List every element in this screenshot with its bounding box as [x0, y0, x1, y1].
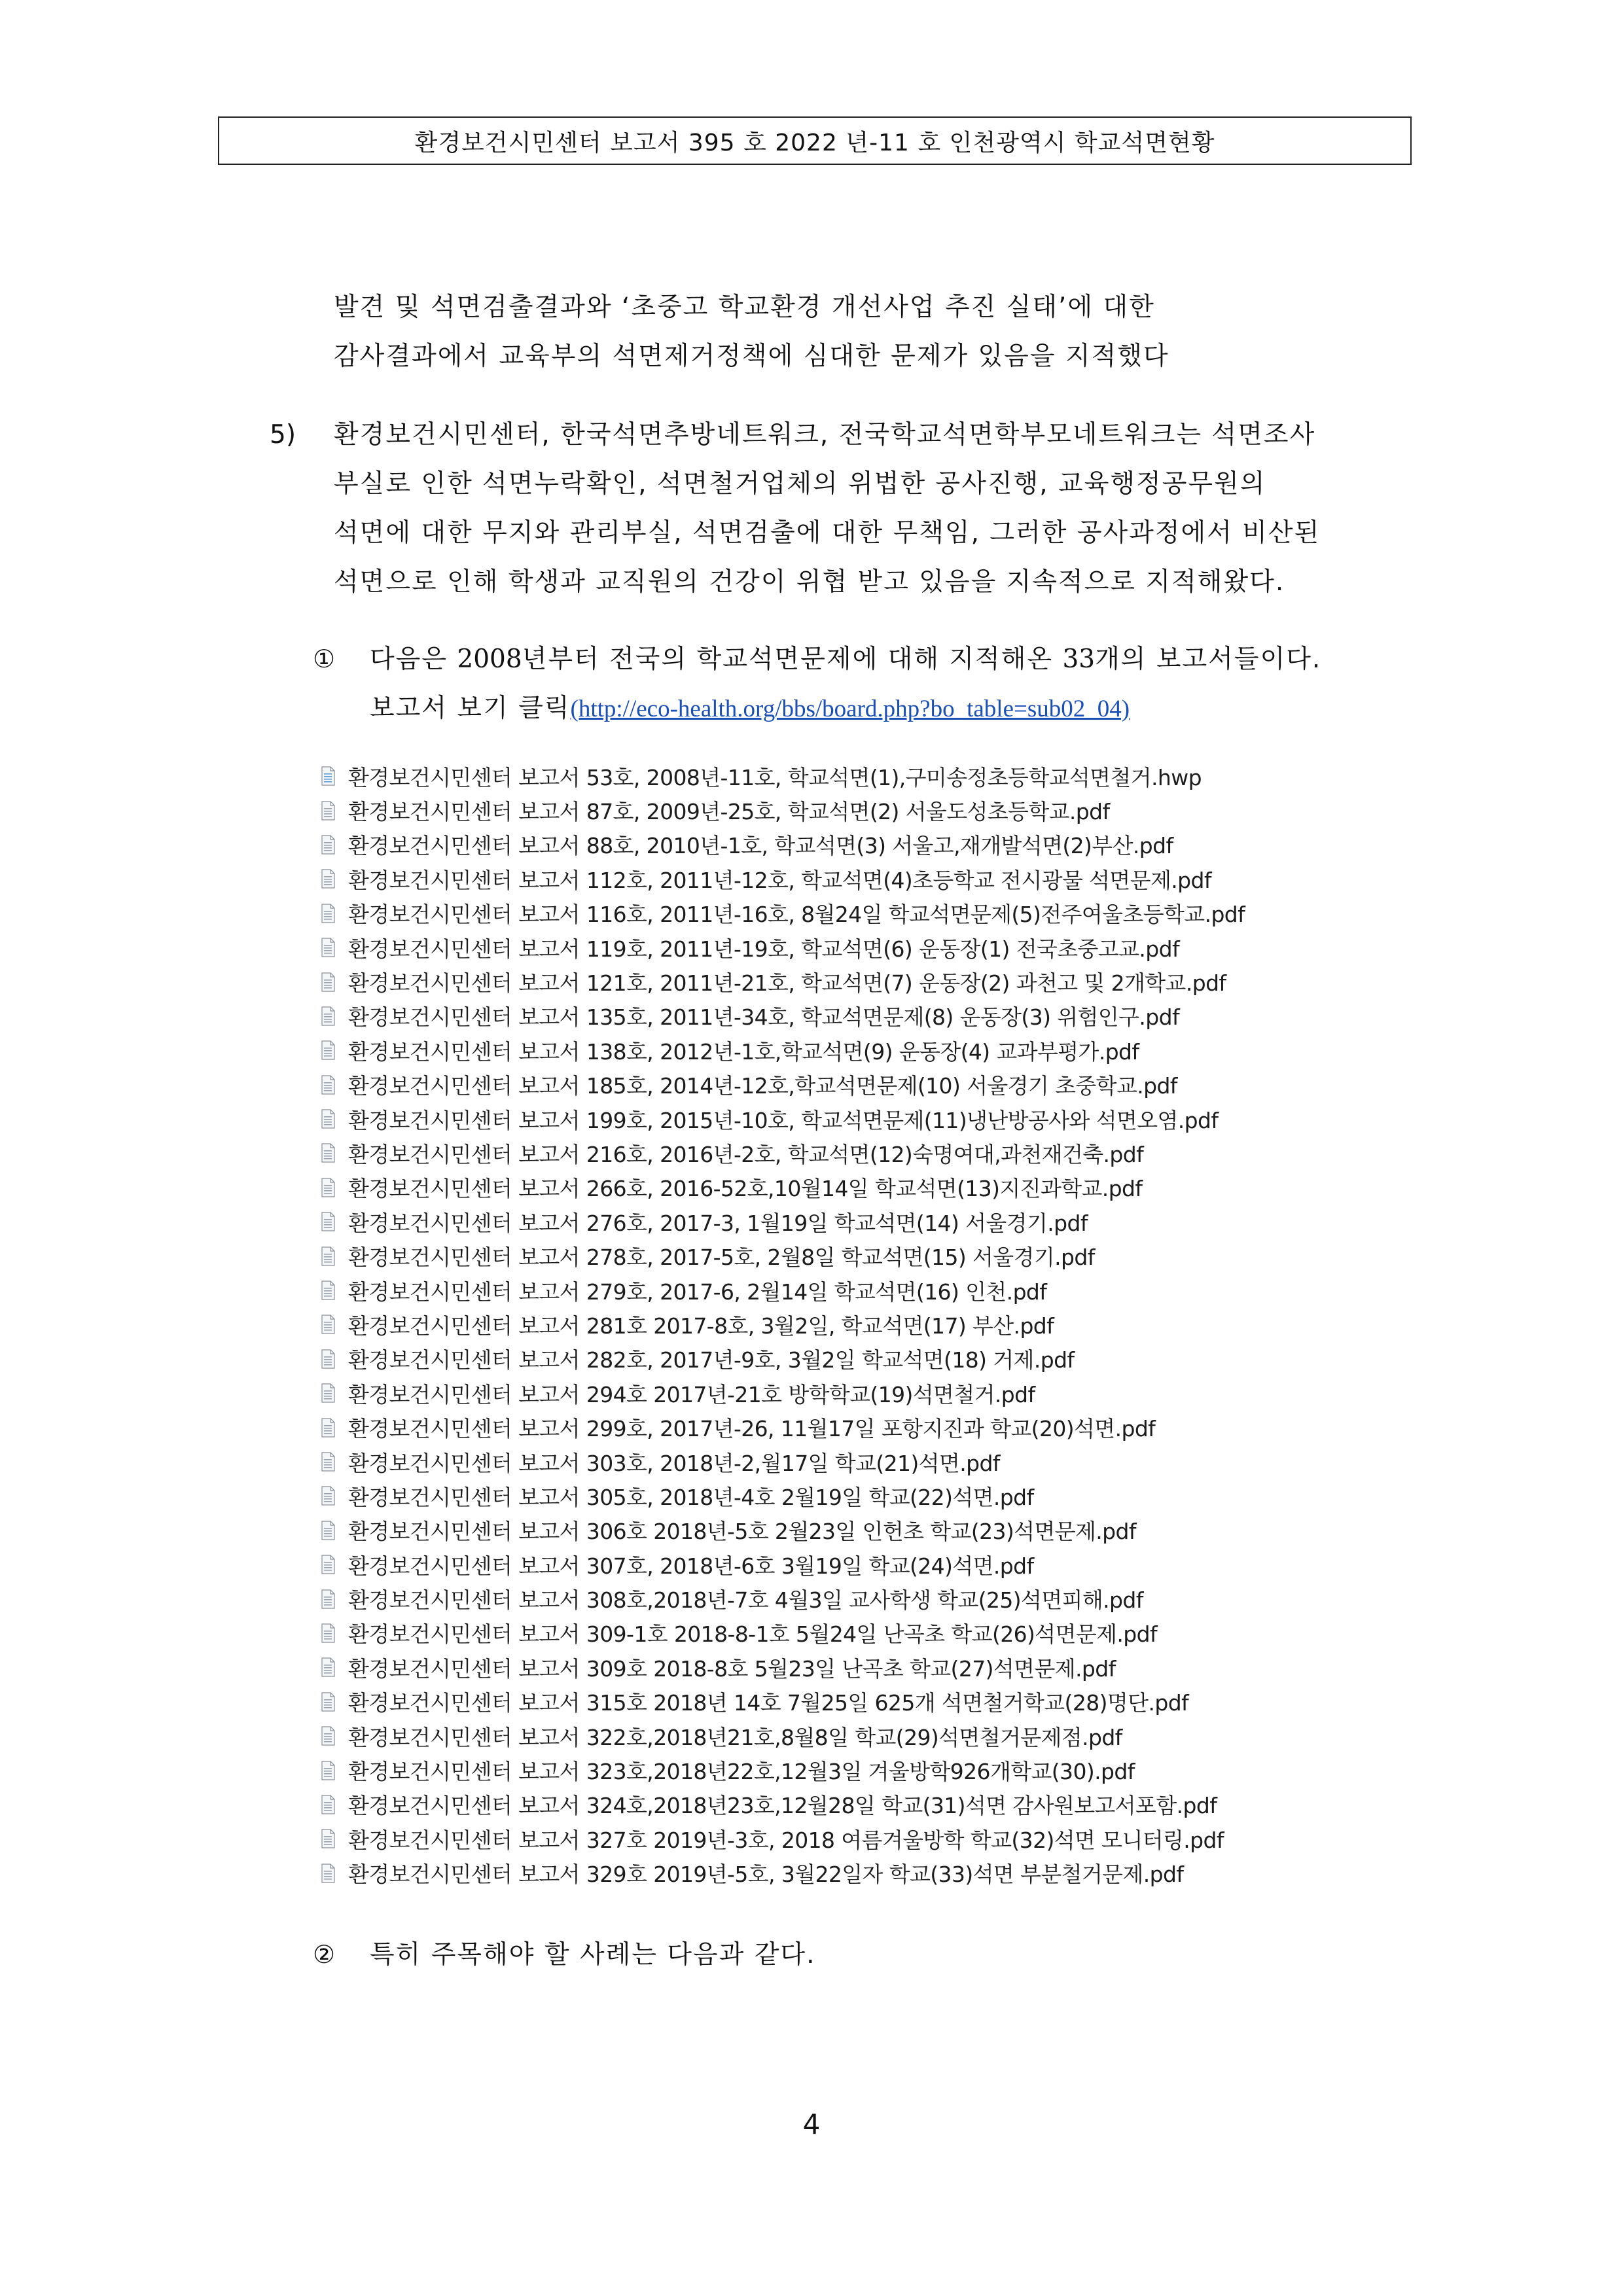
pdf-file-icon [321, 835, 335, 855]
pdf-file-icon [321, 1280, 335, 1300]
file-name: 환경보건시민센터 보고서 266호, 2016-52호,10월14일 학교석면(13)지진과학교.pdf [348, 1176, 1143, 1202]
pdf-file-icon [321, 1452, 335, 1472]
file-name: 환경보건시민센터 보고서 309호 2018-8호 5월23일 난곡초 학교(27)석면문제.pdf [348, 1655, 1116, 1682]
file-list-item[interactable] [321, 1513, 1342, 1547]
file-name: 환경보건시민센터 보고서 322호,2018년21호,8월8일 학교(29)석면철거문제점.pdf [348, 1724, 1122, 1750]
pdf-file-icon [321, 869, 335, 889]
file-name: 환경보건시민센터 보고서 299호, 2017년-26, 11월17일 포항지진과 학교(20)석면.pdf [348, 1416, 1156, 1442]
file-list-item[interactable] [321, 896, 1342, 930]
item-1-text-c: 개의 보고서들이다. [1095, 645, 1322, 674]
item-2-paragraph: 특히 주목해야 할 사례는 다음과 같다. [370, 1940, 816, 1969]
pdf-file-icon [321, 1349, 335, 1369]
file-name: 환경보건시민센터 보고서 185호, 2014년-12호,학교석면문제(10) 서울경기 초중학교.pdf [348, 1073, 1177, 1099]
file-name: 환경보건시민센터 보고서 329호 2019년-5호, 3월22일자 학교(33)석면 부분철거문제.pdf [348, 1862, 1184, 1888]
report-file-list [321, 759, 1342, 1890]
item-1-year: 2008 [457, 645, 522, 674]
pdf-file-icon [321, 1006, 335, 1026]
file-list-item[interactable] [321, 930, 1342, 964]
item-1-paragraph [370, 635, 1321, 733]
pdf-file-icon [321, 1589, 335, 1609]
file-list-item[interactable] [321, 1822, 1342, 1856]
file-name: 환경보건시민센터 보고서 279호, 2017-6, 2월14일 학교석면(16) 인천.pdf [348, 1279, 1047, 1305]
file-name: 환경보건시민센터 보고서 305호, 2018년-4호 2월19일 학교(22)석면.pdf [348, 1484, 1034, 1510]
pdf-file-icon [321, 1486, 335, 1506]
file-name: 환경보건시민센터 보고서 121호, 2011년-21호, 학교석면(7) 운동장(2) 과천고 및 2개학교.pdf [348, 970, 1226, 997]
pdf-file-icon [321, 1383, 335, 1403]
file-name: 환경보건시민센터 보고서 303호, 2018년-2,월17일 학교(21)석면.pdf [348, 1450, 1000, 1476]
pdf-file-icon [321, 1657, 335, 1677]
report-header-title: 환경보건시민센터 보고서 395 호 2022 년-11 호 인천광역시 학교석면현황 [414, 129, 1215, 156]
file-name: 환경보건시민센터 보고서 112호, 2011년-12호, 학교석면(4)초등학교 전시광물 석면문제.pdf [348, 867, 1211, 893]
file-list-item[interactable] [321, 1616, 1342, 1650]
file-list-item[interactable] [321, 1581, 1342, 1616]
section-5-line: 부실로 인한 석면누락확인, 석면철거업체의 위법한 공사진행, 교육행정공무원의 [334, 469, 1266, 499]
pdf-file-icon [321, 1623, 335, 1643]
pdf-file-icon [321, 1692, 335, 1712]
file-name: 환경보건시민센터 보고서 315호 2018년 14호 7월25일 625개 석면철거학교(28)명단.pdf [348, 1690, 1189, 1716]
pdf-file-icon [321, 1246, 335, 1266]
pdf-file-icon [321, 972, 335, 992]
file-name: 환경보건시민센터 보고서 138호, 2012년-1호,학교석면(9) 운동장(4) 교과부평가.pdf [348, 1038, 1139, 1065]
intro-line: 감사결과에서 교육부의 석면제거정책에 심대한 문제가 있음을 지적했다 [334, 342, 1169, 371]
pdf-file-icon [321, 1555, 335, 1574]
file-name: 환경보건시민센터 보고서 327호 2019년-3호, 2018 여름겨울방학 학교(32)석면 모니터링.pdf [348, 1827, 1224, 1853]
file-list-item[interactable] [321, 1479, 1342, 1513]
file-list-item[interactable] [321, 793, 1342, 827]
file-name: 환경보건시민센터 보고서 306호 2018년-5호 2월23일 인헌초 학교(23)석면문제.pdf [348, 1519, 1136, 1545]
file-list-item[interactable] [321, 1205, 1342, 1239]
file-name: 환경보건시민센터 보고서 135호, 2011년-34호, 학교석면문제(8) 운동장(3) 위험인구.pdf [348, 1004, 1179, 1031]
page-number: 4 [802, 2108, 821, 2140]
item-1-marker: ① [313, 645, 336, 673]
pdf-file-icon [321, 1040, 335, 1060]
pdf-file-icon [321, 1761, 335, 1780]
pdf-file-icon [321, 1418, 335, 1438]
file-list-item[interactable] [321, 1307, 1342, 1341]
pdf-file-icon [321, 1212, 335, 1231]
pdf-file-icon [321, 904, 335, 923]
item-1-text-b: 년부터 전국의 학교석면문제에 대해 지적해온 [522, 645, 1063, 674]
file-list-item[interactable] [321, 1445, 1342, 1479]
pdf-file-icon [321, 801, 335, 821]
report-board-link[interactable]: (http://eco-health.org/bbs/board.php?bo_table=sub02_04) [570, 696, 1130, 722]
file-list-item[interactable] [321, 1719, 1342, 1753]
file-list-item[interactable] [321, 1376, 1342, 1410]
file-list-item[interactable] [321, 862, 1342, 896]
item-1-count: 33 [1062, 645, 1096, 674]
file-list-item[interactable] [321, 1650, 1342, 1684]
file-name: 환경보건시민센터 보고서 53호, 2008년-11호, 학교석면(1),구미송정초등학교석면철거.hwp [348, 764, 1202, 790]
pdf-file-icon [321, 1863, 335, 1883]
item-1-text-a: 다음은 [370, 645, 457, 674]
item-1-view-label: 보고서 보기 클릭 [370, 694, 571, 723]
file-name: 환경보건시민센터 보고서 324호,2018년23호,12월28일 학교(31)석면 감사원보고서포함.pdf [348, 1793, 1217, 1819]
section-5-line: 석면으로 인해 학생과 교직원의 건강이 위협 받고 있음을 지속적으로 지적해왔다. [334, 567, 1285, 597]
pdf-file-icon [321, 1109, 335, 1129]
file-list-item[interactable] [321, 1342, 1342, 1376]
file-name: 환경보건시민센터 보고서 294호 2017년-21호 방학학교(19)석면철거.pdf [348, 1381, 1035, 1407]
pdf-file-icon [321, 1143, 335, 1163]
pdf-file-icon [321, 1795, 335, 1814]
item-1-line-1 [370, 635, 1321, 684]
file-list-item[interactable] [321, 828, 1342, 862]
file-list-item[interactable] [321, 1239, 1342, 1273]
file-name: 환경보건시민센터 보고서 216호, 2016년-2호, 학교석면(12)숙명여대,과천재건축.pdf [348, 1141, 1144, 1167]
file-list-item[interactable] [321, 999, 1342, 1033]
file-list-item[interactable] [321, 1102, 1342, 1136]
file-list-item[interactable] [321, 1171, 1342, 1205]
file-name: 환경보건시민센터 보고서 199호, 2015년-10호, 학교석면문제(11)냉난방공사와 석면오염.pdf [348, 1107, 1219, 1133]
section-5-line: 환경보건시민센터, 한국석면추방네트워크, 전국학교석면학부모네트워크는 석면조사 [334, 420, 1316, 450]
item-2-marker: ② [313, 1940, 336, 1969]
file-name: 환경보건시민센터 보고서 282호, 2017년-9호, 3월2일 학교석면(18) 거제.pdf [348, 1347, 1075, 1373]
file-list-item[interactable] [321, 1136, 1342, 1170]
pdf-file-icon [321, 1829, 335, 1848]
file-list-item[interactable] [321, 1753, 1342, 1787]
file-name: 환경보건시민센터 보고서 276호, 2017-3, 1월19일 학교석면(14) 서울경기.pdf [348, 1210, 1088, 1236]
intro-line: 발견 및 석면검출결과와 ‘초중고 학교환경 개선사업 추진 실태’에 대한 [334, 292, 1155, 322]
file-name: 환경보건시민센터 보고서 308호,2018년-7호 4월3일 교사학생 학교(25)석면피해.pdf [348, 1587, 1143, 1614]
file-list-item[interactable] [321, 1856, 1342, 1890]
file-list-item[interactable] [321, 1685, 1342, 1719]
report-header [218, 116, 1412, 165]
section-5-paragraph [334, 410, 1320, 607]
file-name: 환경보건시민센터 보고서 116호, 2011년-16호, 8월24일 학교석면문제(5)전주여울초등학교.pdf [348, 902, 1245, 928]
file-list-item[interactable] [321, 1547, 1342, 1581]
pdf-file-icon [321, 1521, 335, 1540]
file-list-item[interactable] [321, 1788, 1342, 1822]
file-name: 환경보건시민센터 보고서 307호, 2018년-6호 3월19일 학교(24)석면.pdf [348, 1553, 1034, 1579]
pdf-file-icon [321, 938, 335, 957]
pdf-file-icon [321, 1075, 335, 1095]
file-list-item[interactable] [321, 1410, 1342, 1444]
intro-paragraph [334, 283, 1169, 381]
item-1-line-2 [370, 684, 1321, 733]
file-name: 환경보건시민센터 보고서 309-1호 2018-8-1호 5월24일 난곡초 학교(26)석면문제.pdf [348, 1621, 1158, 1648]
file-name: 환경보건시민센터 보고서 281호 2017-8호, 3월2일, 학교석면(17) 부산.pdf [348, 1313, 1054, 1339]
file-name: 환경보건시민센터 보고서 88호, 2010년-1호, 학교석면(3) 서울고,재개발석면(2)부산.pdf [348, 833, 1173, 859]
pdf-file-icon [321, 1178, 335, 1197]
section-number: 5) [270, 420, 296, 450]
file-name: 환경보건시민센터 보고서 323호,2018년22호,12월3일 겨울방학926개학교(30).pdf [348, 1759, 1135, 1785]
section-5-line: 석면에 대한 무지와 관리부실, 석면검출에 대한 무책임, 그러한 공사과정에서 비산된 [334, 518, 1321, 548]
file-name: 환경보건시민센터 보고서 119호, 2011년-19호, 학교석면(6) 운동장(1) 전국초중고교.pdf [348, 936, 1179, 962]
file-name: 환경보건시민센터 보고서 87호, 2009년-25호, 학교석면(2) 서울도성초등학교.pdf [348, 799, 1110, 825]
pdf-file-icon [321, 1726, 335, 1746]
file-list-item[interactable] [321, 1273, 1342, 1307]
file-list-item[interactable] [321, 1068, 1342, 1102]
file-list-item[interactable] [321, 1033, 1342, 1067]
file-list-item[interactable] [321, 964, 1342, 998]
file-list-item[interactable] [321, 759, 1342, 793]
pdf-file-icon [321, 1315, 335, 1334]
hwp-file-icon [321, 766, 335, 786]
file-name: 환경보건시민센터 보고서 278호, 2017-5호, 2월8일 학교석면(15) 서울경기.pdf [348, 1245, 1095, 1271]
